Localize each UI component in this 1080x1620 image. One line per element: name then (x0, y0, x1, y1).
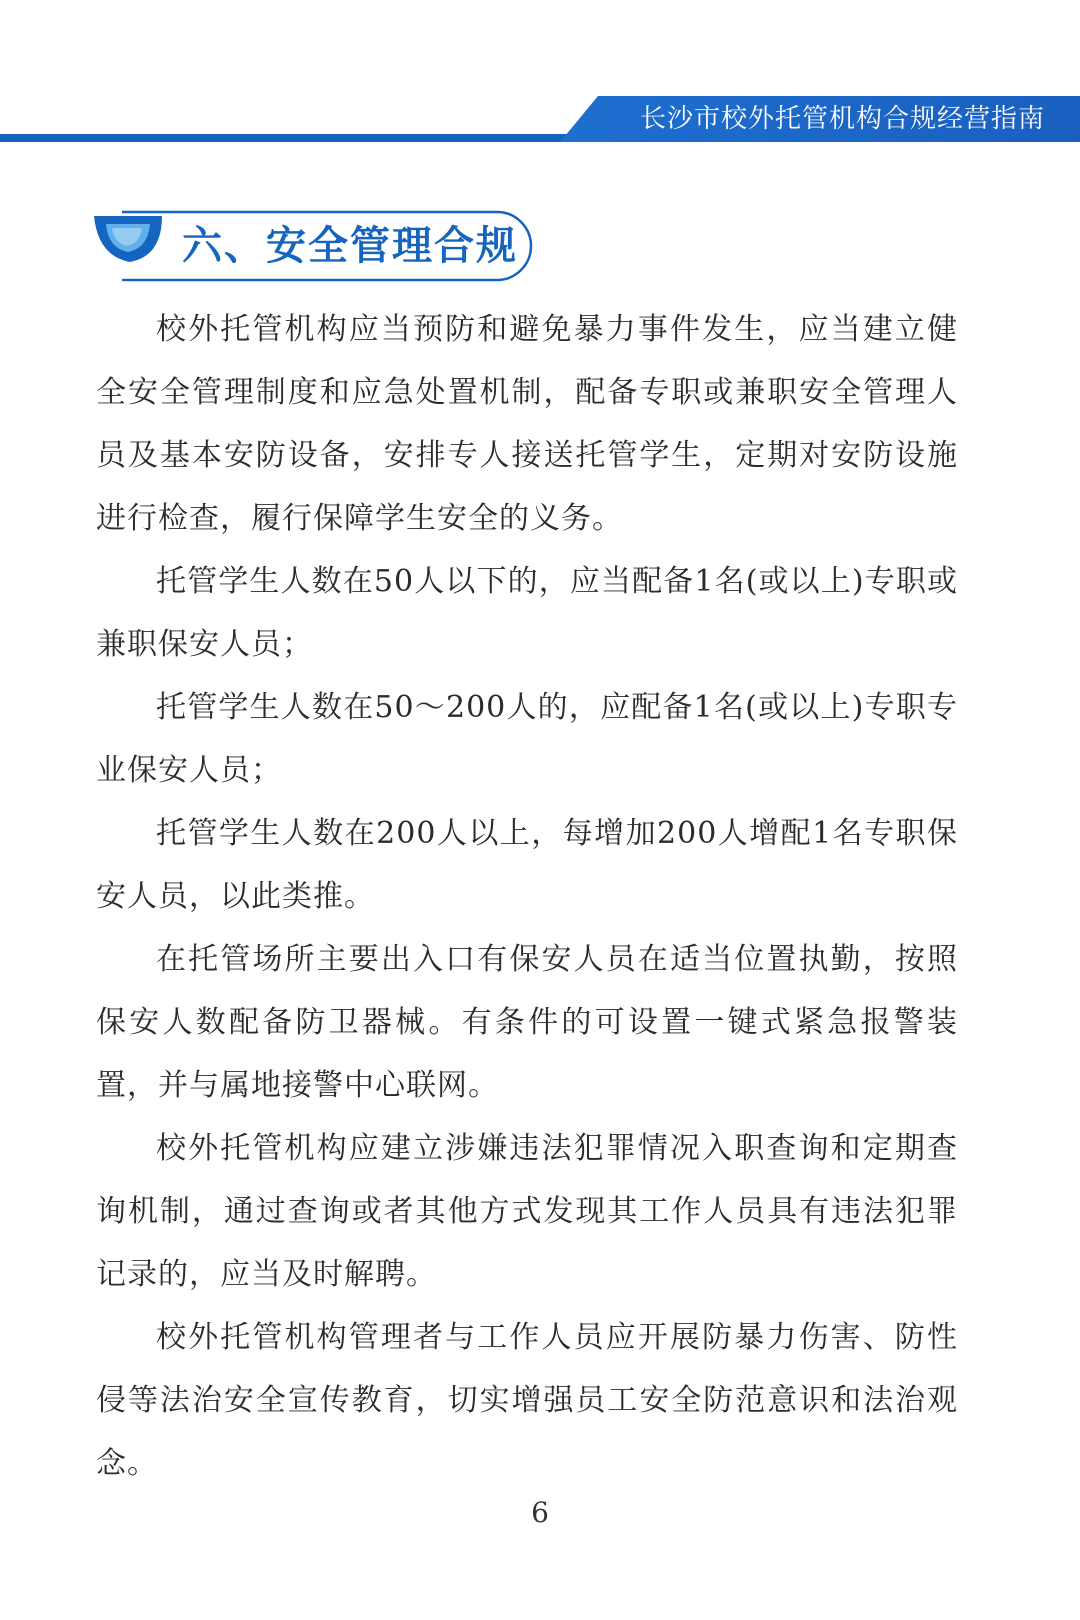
document-title: 长沙市校外托管机构合规经营指南 (640, 104, 1046, 134)
paragraph: 托管学生人数在50～200人的，应配备1名(或以上)专职专业保安人员； (96, 690, 958, 788)
paragraph: 校外托管机构应当预防和避免暴力事件发生，应当建立健全安全管理制度和应急处置机制，配备专职或兼职安全管理人员及基本安防设备，安排专人接送托管学生，定期对安防设施进行检查，履行保障学生安全的义务。 (96, 312, 958, 536)
paragraph: 托管学生人数在50人以下的，应当配备1名(或以上)专职或兼职保安人员； (96, 564, 958, 662)
paragraph: 在托管场所主要出入口有保安人员在适当位置执勤，按照保安人数配备防卫器械。有条件的可设置一键式紧急报警装置，并与属地接警中心联网。 (96, 942, 958, 1103)
paragraph: 校外托管机构应建立涉嫌违法犯罪情况入职查询和定期查询机制，通过查询或者其他方式发现其工作人员具有违法犯罪记录的，应当及时解聘。 (96, 1131, 958, 1292)
page-number: 6 (531, 1496, 549, 1529)
section-title: 六、安全管理合规 (182, 223, 518, 269)
section-heading (92, 210, 542, 282)
body-text (96, 298, 958, 1495)
paragraph: 托管学生人数在200人以上，每增加200人增配1名专职保安人员，以此类推。 (96, 816, 958, 914)
paragraph: 校外托管机构管理者与工作人员应开展防暴力伤害、防性侵等法治安全宣传教育，切实增强员工安全防范意识和法治观念。 (96, 1320, 958, 1481)
